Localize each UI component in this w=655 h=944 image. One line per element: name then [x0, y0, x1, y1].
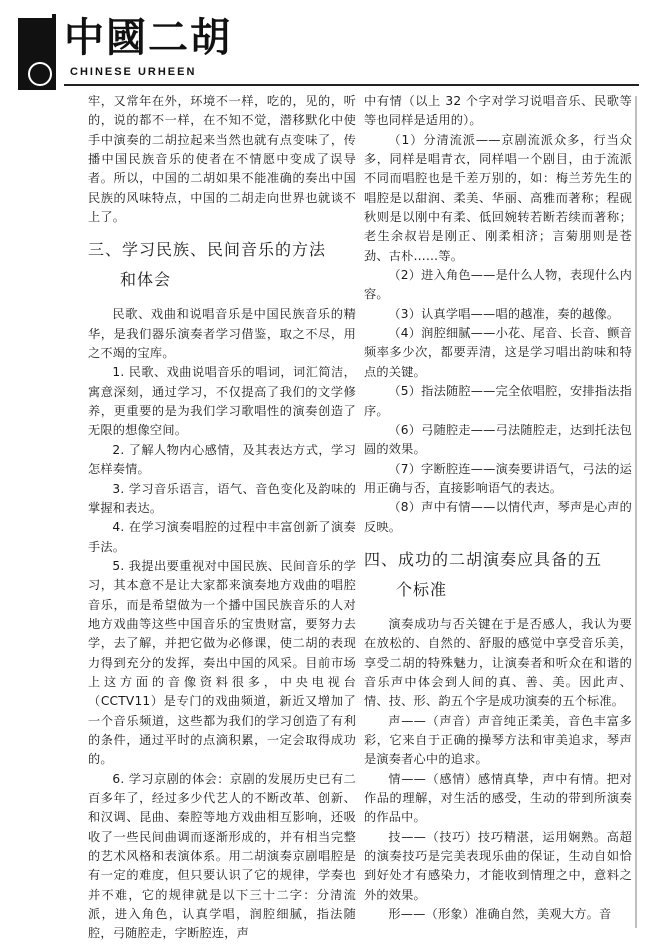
- logo-circle-icon: [28, 62, 52, 86]
- heading-line: 三、学习民族、民间音乐的方法: [88, 240, 327, 260]
- paragraph: 技——（技巧）技巧精湛，运用娴熟。高超的演奏技巧是完美表现乐曲的保证，生动自如恰到好处才有感染力，才能收到情理之中，意料之外的效果。: [364, 829, 632, 902]
- right-column: [364, 92, 632, 924]
- paragraph: （5）指法随腔——完全依唱腔，安排指法指序。: [364, 384, 632, 418]
- paragraph: （8）声中有情——以情代声，琴声是心声的反映。: [364, 500, 632, 534]
- paragraph: 演奏成功与否关键在于是否感人，我认为要在放松的、自然的、舒服的感觉中享受音乐美，享受二胡的特殊魅力，让演奏者和听众在和谐的音乐声中体会到人间的真、善、美。因此声、情、技、形、韵五个字是成功演奏的五个标准。: [364, 616, 632, 709]
- paragraph: （7）字断腔连——演奏要讲语气，弓法的运用正确与否，直接影响语气的表达。: [364, 461, 632, 495]
- section-heading-3: [88, 235, 356, 295]
- paragraph: （6）弓随腔走——弓法随腔走，达到托法包圆的效果。: [364, 422, 632, 457]
- paragraph: （3）认真学唱——唱的越准，奏的越像。: [388, 306, 620, 321]
- paragraph: 牢，又常年在外，环境不一样，吃的，见的，听的，说的都不一样，在不知不觉，潜移默化中使手中演奏的二胡拉起来当然也就有点变味了，传播中国民族音乐的使者在不情愿中变成了误导者。所以，中国的二胡如果不能准确的奏出中国民族的风味特点，中国的二胡走向世界也就谈不上了。: [88, 94, 356, 225]
- section-heading-4: [364, 545, 632, 605]
- heading-line: 和体会: [120, 270, 172, 290]
- paragraph: 1. 民歌、戏曲说唱音乐的唱词，词汇简洁，寓意深刻，通过学习，不仅提高了我们的文学修养，更重要的是为我们学习歌唱性的演奏创造了无限的想像空间。: [88, 365, 356, 438]
- paragraph: 情——（感情）感情真挚，声中有情。把对作品的理解，对生活的感受，生动的带到所演奏的作品中。: [364, 771, 632, 825]
- paragraph: （1）分清流派——京剧流派众多，行当众多，同样是唱青衣，同样唱一个剧目，由于流派不同而唱腔也是千差万别的，如：梅兰芳先生的唱腔是以甜润、柔美、华丽、高雅而著称；程砚秋则是以刚中有柔、低回婉转若断若续而著称；老生余叔岩是刚正、刚柔相济；言菊朋则是苍劲、古朴……等。: [364, 132, 632, 263]
- paragraph: 4. 在学习演奏唱腔的过程中丰富创新了演奏手法。: [88, 520, 356, 554]
- logo-subtitle: CHINESE URHEEN: [70, 66, 197, 78]
- paragraph: （4）润腔细腻——小花、尾音、长音、颤音频率多少次，都要弄清，这是学习唱出韵味和特点的关键。: [364, 326, 632, 379]
- heading-line: 个标准: [396, 579, 448, 599]
- paragraph: 民歌、戏曲和说唱音乐是中国民族音乐的精华，是我们器乐演奏者学习借鉴，取之不尽，用之不竭的宝库。: [88, 307, 356, 361]
- logo-title: 中國二胡: [64, 14, 232, 61]
- logo-stem: [52, 14, 56, 74]
- paragraph: 中有情（以上 32 个字对学习说唱音乐、民歌等等也同样是适用的）。: [364, 94, 632, 128]
- paragraph: 2. 了解人物内心感情，及其表达方式，学习怎样奏情。: [88, 442, 356, 477]
- paragraph: 5. 我提出要重视对中国民族、民间音乐的学习，其本意不是让大家都来演奏地方戏曲的唱腔音乐，而是希望做为一个播中国民族音乐的人对地方戏曲等这些中国音乐的宝贵财富，要努力去学，去了解，并把它做为必修课，使二胡的表现力得到充分的发挥，奏出中国的风采。目前市场上这方面的音像资料很多，中央电视台（CCTV11）是专门的戏曲频道，新近又增加了一个音乐频道，这些都为我们的学习创造了有利的条件，通过平时的点滴积累，一定会取得成功的。: [88, 558, 356, 767]
- paragraph: 3. 学习音乐语言，语气、音色变化及韵味的掌握和表达。: [88, 481, 356, 515]
- paragraph: 形——（形象）准确自然，美观大方。音: [388, 907, 612, 922]
- paragraph: （2）进入角色——是什么人物，表现什么内容。: [364, 268, 632, 302]
- paragraph: 6. 学习京剧的体会：京剧的发展历史已有二百多年了，经过多少代艺人的不断改革、创新、和汉调、昆曲、秦腔等地方戏曲相互影响，还吸收了一些民间曲调而逐渐形成的，并有相当完整的艺术风格和表演体系。用二胡演奏京剧唱腔是有一定的难度，但只要认识了它的规律，学奏也并不难，它的规律就是以下三十二字：分清流派，进入角色，认真学唱，润腔细腻，指法随腔，弓随腔走，字断腔连，声: [88, 771, 356, 941]
- paragraph: 声——（声音）声音纯正柔美，音色丰富多彩，它来自于正确的操琴方法和审美追求，琴声是演奏者心中的追求。: [364, 713, 632, 767]
- header-rule: [64, 84, 639, 86]
- side-rule: [635, 96, 637, 928]
- page-header: [0, 0, 655, 96]
- left-column: [88, 92, 356, 944]
- heading-line: 四、成功的二胡演奏应具备的五: [364, 549, 603, 569]
